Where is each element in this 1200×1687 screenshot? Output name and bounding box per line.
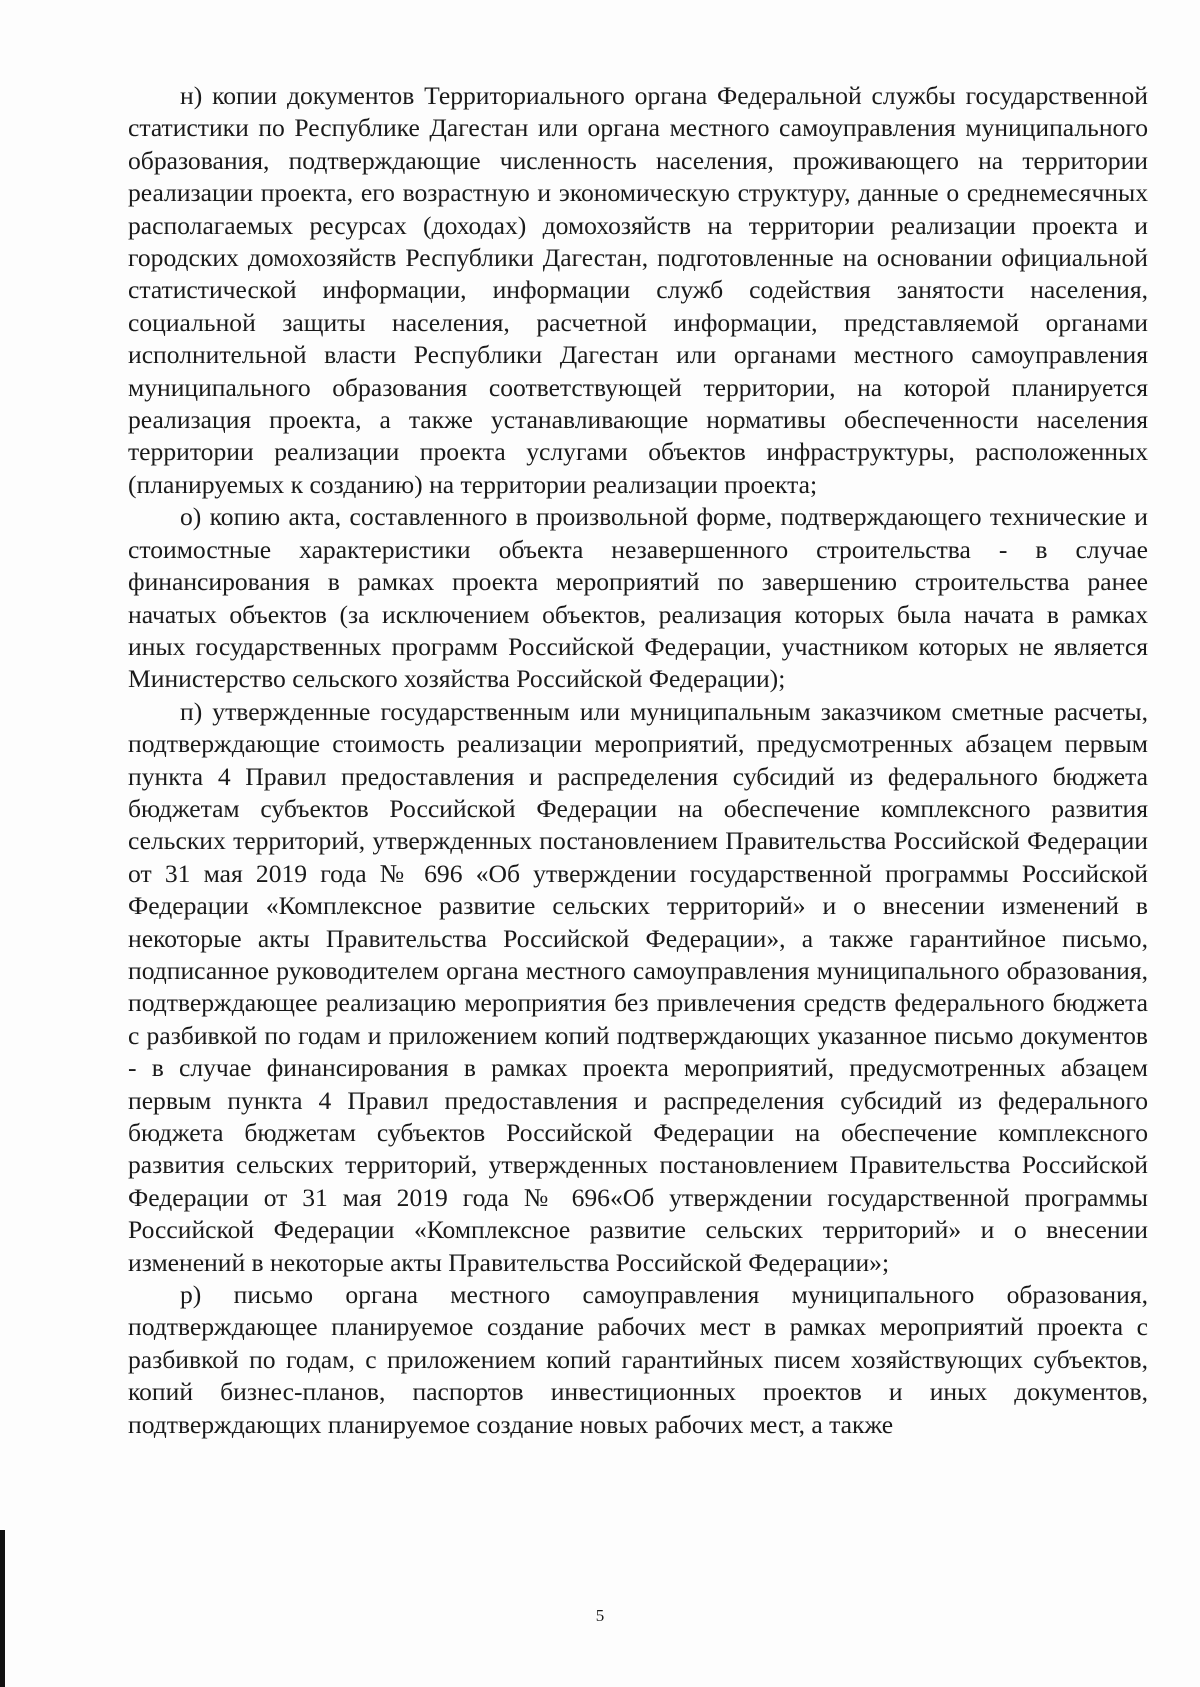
document-body (128, 80, 1148, 1441)
paragraph-p: п) утвержденные государственным или муниципальным заказчиком сметные расчеты, подтверждающие стоимость реализации мероприятий, предусмотренных абзацем первым пункта 4 Правил предоставления и распределения субсидий из федерального бюджета бюджетам субъектов Российской Федерации на обеспечение комплексного развития сельских территорий, утвержденных постановлением Правительства Российской Федерации от 31 мая 2019 года № 696 «Об утверждении государственной программы Российской Федерации «Комплексное развитие сельских территорий» и о внесении изменений в некоторые акты Правительства Российской Федерации», а также гарантийное письмо, подписанное руководителем органа местного самоуправления муниципального образования, подтверждающее реализацию мероприятия без привлечения средств федерального бюджета с разбивкой по годам и приложением копий подтверждающих указанное письмо документов - в случае финансирования в рамках проекта мероприятий, предусмотренных абзацем первым пункта 4 Правил предоставления и распределения субсидий из федерального бюджета бюджетам субъектов Российской Федерации на обеспечение комплексного развития сельских территорий, утвержденных постановлением Правительства Российской Федерации от 31 мая 2019 года № 696«Об утверждении государственной программы Российской Федерации «Комплексное развитие сельских территорий» и о внесении изменений в некоторые акты Правительства Российской Федерации»; (128, 696, 1148, 1277)
paragraph-n: н) копии документов Территориального органа Федеральной службы государственной статистики по Республике Дагестан или органа местного самоуправления муниципального образования, подтверждающие численность населения, проживающего на территории реализации проекта, его возрастную и экономическую структуру, данные о среднемесячных располагаемых ресурсах (доходах) домохозяйств на территории реализации проекта и городских домохозяйств Республики Дагестан, подготовленные на основании официальной статистической информации, информации служб содействия занятости населения, социальной защиты населения, расчетной информации, представляемой органами исполнительной власти Республики Дагестан или органами местного самоуправления муниципального образования соответствующей территории, на которой планируется реализация проекта, а также устанавливающие нормативы обеспеченности населения территории реализации проекта услугами объектов инфраструктуры, расположенных (планируемых к созданию) на территории реализации проекта; (128, 81, 1148, 499)
paragraph-r: р) письмо органа местного самоуправления муниципального образования, подтверждающее планируемое создание рабочих мест в рамках мероприятий проекта с разбивкой по годам, с приложением копий гарантийных писем хозяйствующих субъектов, копий бизнес-планов, паспортов инвестиционных проектов и иных документов, подтверждающих планируемое создание новых рабочих мест, а также (128, 1280, 1148, 1439)
page-number: 5 (595, 1606, 605, 1625)
paragraph-o: о) копию акта, составленного в произвольной форме, подтверждающего технические и стоимостные характеристики объекта незавершенного строительства - в случае финансирования в рамках проекта мероприятий по завершению строительства ранее начатых объектов (за исключением объектов, реализация которых была начата в рамках иных государственных программ Российской Федерации, участником которых не является Министерство сельского хозяйства Российской Федерации); (128, 502, 1148, 694)
